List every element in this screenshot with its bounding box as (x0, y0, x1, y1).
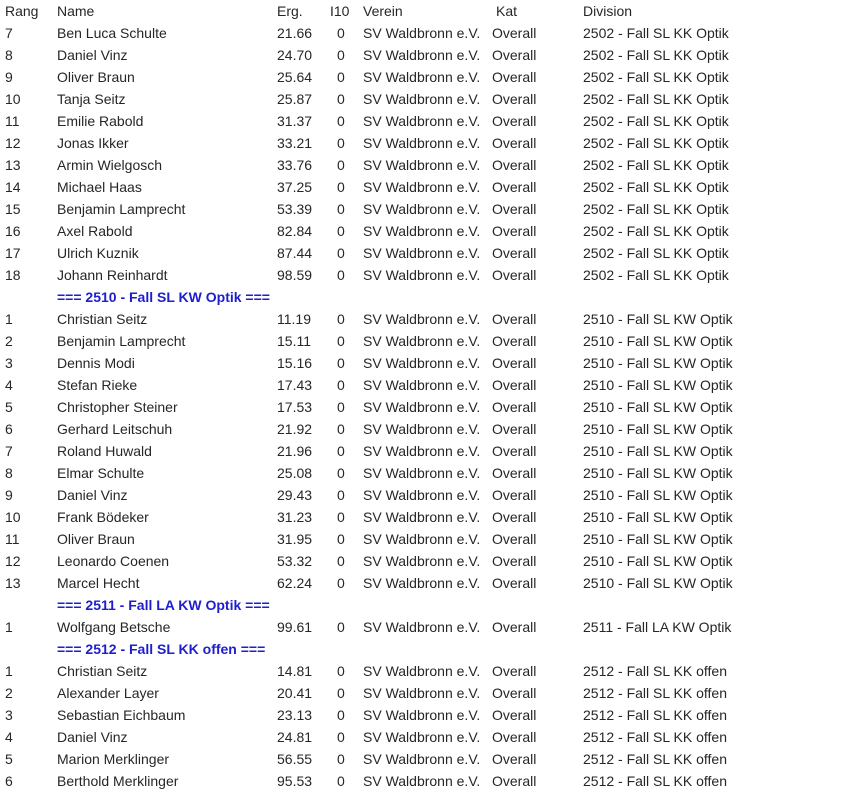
cell-division: 2510 - Fall SL KW Optik (583, 443, 733, 459)
table-row (0, 506, 866, 528)
table-row (0, 616, 866, 638)
cell-result: 98.59 (277, 267, 313, 283)
cell-name: Berthold Merklinger (57, 773, 179, 789)
table-row (0, 440, 866, 462)
cell-verein: SV Waldbronn e.V. (363, 443, 481, 459)
cell-i10: 0 (337, 487, 345, 503)
table-row (0, 220, 866, 242)
cell-kat: Overall (492, 663, 537, 679)
cell-rank: 7 (5, 443, 13, 459)
cell-kat: Overall (492, 333, 537, 349)
cell-rank: 1 (5, 619, 13, 635)
cell-division: 2502 - Fall SL KK Optik (583, 201, 729, 217)
cell-name: Christopher Steiner (57, 399, 178, 415)
table-row (0, 660, 866, 682)
cell-verein: SV Waldbronn e.V. (363, 531, 481, 547)
cell-i10: 0 (337, 91, 345, 107)
cell-name: Daniel Vinz (57, 487, 128, 503)
cell-rank: 17 (5, 245, 21, 261)
cell-i10: 0 (337, 245, 345, 261)
cell-result: 11.19 (277, 311, 311, 327)
cell-name: Stefan Rieke (57, 377, 138, 393)
section-header-label: === 2512 - Fall SL KK offen === (57, 641, 266, 657)
cell-i10: 0 (337, 465, 345, 481)
cell-kat: Overall (492, 311, 537, 327)
cell-name: Emilie Rabold (57, 113, 144, 129)
cell-verein: SV Waldbronn e.V. (363, 377, 481, 393)
cell-rank: 2 (5, 685, 13, 701)
cell-kat: Overall (492, 509, 537, 525)
cell-rank: 18 (5, 267, 21, 283)
cell-division: 2502 - Fall SL KK Optik (583, 91, 729, 107)
cell-result: 99.61 (277, 619, 313, 635)
cell-verein: SV Waldbronn e.V. (363, 773, 481, 789)
column-header-verein: Verein (363, 3, 403, 19)
cell-name: Marion Merklinger (57, 751, 170, 767)
cell-verein: SV Waldbronn e.V. (363, 267, 481, 283)
cell-result: 62.24 (277, 575, 313, 591)
cell-kat: Overall (492, 707, 537, 723)
section-rank-spacer (5, 594, 57, 616)
cell-verein: SV Waldbronn e.V. (363, 223, 481, 239)
cell-name: Johann Reinhardt (57, 267, 168, 283)
cell-rank: 13 (5, 575, 21, 591)
cell-i10: 0 (337, 663, 345, 679)
cell-name: Axel Rabold (57, 223, 133, 239)
cell-rank: 4 (5, 377, 13, 393)
cell-i10: 0 (337, 135, 345, 151)
cell-division: 2510 - Fall SL KW Optik (583, 355, 733, 371)
cell-i10: 0 (337, 25, 345, 41)
cell-verein: SV Waldbronn e.V. (363, 575, 481, 591)
cell-kat: Overall (492, 47, 537, 63)
cell-i10: 0 (337, 157, 345, 173)
column-header-rank: Rang (5, 3, 39, 19)
section-header-row (0, 594, 866, 616)
cell-division: 2502 - Fall SL KK Optik (583, 113, 729, 129)
section-header-row (0, 638, 866, 660)
cell-division: 2502 - Fall SL KK Optik (583, 267, 729, 283)
cell-rank: 6 (5, 421, 13, 437)
cell-division: 2510 - Fall SL KW Optik (583, 553, 733, 569)
cell-rank: 2 (5, 333, 13, 349)
cell-kat: Overall (492, 157, 537, 173)
cell-result: 56.55 (277, 751, 313, 767)
table-row (0, 572, 866, 594)
cell-name: Benjamin Lamprecht (57, 201, 186, 217)
cell-division: 2510 - Fall SL KW Optik (583, 311, 733, 327)
section-rank-spacer (5, 286, 57, 308)
cell-division: 2512 - Fall SL KK offen (583, 751, 727, 767)
cell-result: 17.43 (277, 377, 313, 393)
cell-i10: 0 (337, 553, 345, 569)
cell-division: 2510 - Fall SL KW Optik (583, 509, 733, 525)
cell-i10: 0 (337, 399, 345, 415)
cell-result: 82.84 (277, 223, 313, 239)
cell-i10: 0 (337, 707, 345, 723)
cell-rank: 4 (5, 729, 13, 745)
cell-name: Ulrich Kuznik (57, 245, 139, 261)
cell-result: 15.16 (277, 355, 313, 371)
table-row (0, 418, 866, 440)
cell-result: 29.43 (277, 487, 313, 503)
cell-kat: Overall (492, 25, 537, 41)
cell-kat: Overall (492, 487, 537, 503)
cell-verein: SV Waldbronn e.V. (363, 157, 481, 173)
cell-i10: 0 (337, 113, 345, 129)
cell-rank: 10 (5, 509, 21, 525)
cell-kat: Overall (492, 267, 537, 283)
cell-result: 31.95 (277, 531, 313, 547)
cell-kat: Overall (492, 751, 537, 767)
cell-verein: SV Waldbronn e.V. (363, 729, 481, 745)
cell-result: 24.70 (277, 47, 313, 63)
cell-result: 15.11 (277, 333, 311, 349)
table-row (0, 132, 866, 154)
cell-name: Benjamin Lamprecht (57, 333, 186, 349)
cell-kat: Overall (492, 729, 537, 745)
cell-verein: SV Waldbronn e.V. (363, 509, 481, 525)
cell-rank: 11 (5, 113, 20, 129)
cell-i10: 0 (337, 575, 345, 591)
table-row (0, 110, 866, 132)
cell-verein: SV Waldbronn e.V. (363, 399, 481, 415)
cell-name: Armin Wielgosch (57, 157, 163, 173)
cell-name: Alexander Layer (57, 685, 159, 701)
cell-verein: SV Waldbronn e.V. (363, 707, 481, 723)
cell-kat: Overall (492, 619, 537, 635)
cell-result: 25.87 (277, 91, 313, 107)
cell-rank: 7 (5, 25, 13, 41)
cell-verein: SV Waldbronn e.V. (363, 91, 481, 107)
cell-i10: 0 (337, 619, 345, 635)
table-row (0, 88, 866, 110)
cell-result: 20.41 (277, 685, 313, 701)
cell-i10: 0 (337, 773, 345, 789)
cell-result: 33.76 (277, 157, 313, 173)
table-row (0, 154, 866, 176)
cell-result: 31.23 (277, 509, 313, 525)
cell-name: Michael Haas (57, 179, 142, 195)
cell-i10: 0 (337, 333, 345, 349)
cell-kat: Overall (492, 69, 537, 85)
cell-rank: 10 (5, 91, 21, 107)
cell-rank: 14 (5, 179, 21, 195)
table-header-row (0, 0, 866, 22)
cell-i10: 0 (337, 421, 345, 437)
cell-result: 21.66 (277, 25, 313, 41)
cell-result: 53.39 (277, 201, 313, 217)
cell-verein: SV Waldbronn e.V. (363, 179, 481, 195)
table-row (0, 44, 866, 66)
cell-result: 95.53 (277, 773, 313, 789)
table-body (0, 22, 866, 792)
cell-name: Tanja Seitz (57, 91, 126, 107)
column-header-kat: Kat (496, 3, 518, 19)
cell-i10: 0 (337, 223, 345, 239)
table-row (0, 242, 866, 264)
cell-verein: SV Waldbronn e.V. (363, 201, 481, 217)
cell-result: 23.13 (277, 707, 313, 723)
cell-verein: SV Waldbronn e.V. (363, 619, 481, 635)
cell-rank: 12 (5, 135, 21, 151)
cell-name: Marcel Hecht (57, 575, 140, 591)
table-row (0, 396, 866, 418)
section-rank-spacer (5, 638, 57, 660)
table-row (0, 528, 866, 550)
cell-i10: 0 (337, 729, 345, 745)
cell-kat: Overall (492, 201, 537, 217)
cell-kat: Overall (492, 685, 537, 701)
cell-rank: 6 (5, 773, 13, 789)
section-header-label: === 2510 - Fall SL KW Optik === (57, 289, 270, 305)
table-row (0, 770, 866, 792)
cell-i10: 0 (337, 377, 345, 393)
cell-kat: Overall (492, 113, 537, 129)
cell-kat: Overall (492, 91, 537, 107)
cell-verein: SV Waldbronn e.V. (363, 47, 481, 63)
cell-verein: SV Waldbronn e.V. (363, 465, 481, 481)
cell-i10: 0 (337, 355, 345, 371)
cell-result: 21.92 (277, 421, 313, 437)
cell-i10: 0 (337, 201, 345, 217)
cell-division: 2511 - Fall LA KW Optik (583, 619, 732, 635)
cell-division: 2502 - Fall SL KK Optik (583, 135, 729, 151)
cell-i10: 0 (337, 47, 345, 63)
cell-rank: 13 (5, 157, 21, 173)
cell-verein: SV Waldbronn e.V. (363, 135, 481, 151)
cell-division: 2510 - Fall SL KW Optik (583, 333, 733, 349)
cell-verein: SV Waldbronn e.V. (363, 553, 481, 569)
cell-rank: 8 (5, 47, 13, 63)
cell-division: 2512 - Fall SL KK offen (583, 729, 727, 745)
cell-name: Daniel Vinz (57, 729, 128, 745)
cell-result: 33.21 (277, 135, 313, 151)
column-header-i10: I10 (330, 3, 350, 19)
cell-name: Ben Luca Schulte (57, 25, 167, 41)
cell-division: 2512 - Fall SL KK offen (583, 685, 727, 701)
cell-i10: 0 (337, 443, 345, 459)
cell-kat: Overall (492, 355, 537, 371)
cell-division: 2512 - Fall SL KK offen (583, 773, 727, 789)
cell-kat: Overall (492, 465, 537, 481)
cell-division: 2502 - Fall SL KK Optik (583, 25, 729, 41)
cell-division: 2510 - Fall SL KW Optik (583, 421, 733, 437)
cell-result: 31.37 (277, 113, 313, 129)
cell-name: Roland Huwald (57, 443, 152, 459)
table-row (0, 352, 866, 374)
cell-name: Wolfgang Betsche (57, 619, 171, 635)
cell-division: 2502 - Fall SL KK Optik (583, 223, 729, 239)
cell-division: 2510 - Fall SL KW Optik (583, 465, 733, 481)
cell-verein: SV Waldbronn e.V. (363, 685, 481, 701)
table-row (0, 22, 866, 44)
cell-rank: 11 (5, 531, 20, 547)
cell-verein: SV Waldbronn e.V. (363, 355, 481, 371)
cell-verein: SV Waldbronn e.V. (363, 333, 481, 349)
cell-rank: 5 (5, 399, 13, 415)
table-row (0, 484, 866, 506)
cell-name: Elmar Schulte (57, 465, 145, 481)
cell-rank: 3 (5, 355, 13, 371)
cell-verein: SV Waldbronn e.V. (363, 487, 481, 503)
cell-rank: 9 (5, 69, 13, 85)
cell-division: 2512 - Fall SL KK offen (583, 663, 727, 679)
cell-kat: Overall (492, 399, 537, 415)
table-row (0, 550, 866, 572)
cell-division: 2512 - Fall SL KK offen (583, 707, 727, 723)
cell-rank: 3 (5, 707, 13, 723)
table-row (0, 462, 866, 484)
cell-name: Oliver Braun (57, 531, 135, 547)
cell-name: Sebastian Eichbaum (57, 707, 186, 723)
cell-rank: 16 (5, 223, 21, 239)
cell-kat: Overall (492, 179, 537, 195)
cell-rank: 1 (5, 311, 13, 327)
cell-result: 17.53 (277, 399, 313, 415)
cell-verein: SV Waldbronn e.V. (363, 421, 481, 437)
cell-division: 2510 - Fall SL KW Optik (583, 575, 733, 591)
cell-division: 2502 - Fall SL KK Optik (583, 157, 729, 173)
cell-kat: Overall (492, 773, 537, 789)
table-row (0, 726, 866, 748)
column-header-division: Division (583, 3, 633, 19)
table-row (0, 176, 866, 198)
cell-kat: Overall (492, 575, 537, 591)
cell-division: 2502 - Fall SL KK Optik (583, 179, 729, 195)
cell-division: 2502 - Fall SL KK Optik (583, 245, 729, 261)
table-row (0, 748, 866, 770)
table-row (0, 682, 866, 704)
cell-name: Leonardo Coenen (57, 553, 170, 569)
cell-rank: 15 (5, 201, 21, 217)
cell-result: 87.44 (277, 245, 313, 261)
cell-division: 2510 - Fall SL KW Optik (583, 377, 733, 393)
cell-verein: SV Waldbronn e.V. (363, 25, 481, 41)
cell-result: 14.81 (277, 663, 313, 679)
cell-kat: Overall (492, 245, 537, 261)
cell-kat: Overall (492, 135, 537, 151)
cell-name: Dennis Modi (57, 355, 135, 371)
cell-i10: 0 (337, 509, 345, 525)
cell-name: Frank Bödeker (57, 509, 149, 525)
cell-name: Gerhard Leitschuh (57, 421, 173, 437)
cell-kat: Overall (492, 223, 537, 239)
column-header-result: Erg. (277, 3, 303, 19)
cell-division: 2510 - Fall SL KW Optik (583, 531, 733, 547)
cell-kat: Overall (492, 421, 537, 437)
cell-name: Christian Seitz (57, 311, 148, 327)
cell-rank: 9 (5, 487, 13, 503)
cell-division: 2502 - Fall SL KK Optik (583, 69, 729, 85)
cell-i10: 0 (337, 267, 345, 283)
section-header-label: === 2511 - Fall LA KW Optik === (57, 597, 270, 613)
cell-verein: SV Waldbronn e.V. (363, 69, 481, 85)
cell-name: Oliver Braun (57, 69, 135, 85)
table-row (0, 374, 866, 396)
cell-division: 2510 - Fall SL KW Optik (583, 399, 733, 415)
cell-i10: 0 (337, 685, 345, 701)
cell-name: Christian Seitz (57, 663, 148, 679)
section-header-row (0, 286, 866, 308)
table-row (0, 66, 866, 88)
cell-i10: 0 (337, 311, 345, 327)
cell-verein: SV Waldbronn e.V. (363, 113, 481, 129)
cell-rank: 8 (5, 465, 13, 481)
cell-verein: SV Waldbronn e.V. (363, 245, 481, 261)
cell-division: 2510 - Fall SL KW Optik (583, 487, 733, 503)
cell-division: 2502 - Fall SL KK Optik (583, 47, 729, 63)
cell-i10: 0 (337, 69, 345, 85)
cell-result: 25.64 (277, 69, 313, 85)
cell-kat: Overall (492, 531, 537, 547)
cell-verein: SV Waldbronn e.V. (363, 751, 481, 767)
table-row (0, 264, 866, 286)
cell-kat: Overall (492, 553, 537, 569)
cell-verein: SV Waldbronn e.V. (363, 311, 481, 327)
cell-result: 21.96 (277, 443, 313, 459)
cell-kat: Overall (492, 377, 537, 393)
column-header-name: Name (57, 3, 95, 19)
table-row (0, 330, 866, 352)
cell-name: Jonas Ikker (57, 135, 129, 151)
cell-rank: 5 (5, 751, 13, 767)
cell-result: 24.81 (277, 729, 313, 745)
cell-result: 37.25 (277, 179, 313, 195)
cell-rank: 1 (5, 663, 13, 679)
cell-verein: SV Waldbronn e.V. (363, 663, 481, 679)
table-row (0, 308, 866, 330)
cell-i10: 0 (337, 751, 345, 767)
table-row (0, 198, 866, 220)
cell-result: 25.08 (277, 465, 313, 481)
cell-name: Daniel Vinz (57, 47, 128, 63)
cell-rank: 12 (5, 553, 21, 569)
cell-kat: Overall (492, 443, 537, 459)
table-row (0, 704, 866, 726)
cell-i10: 0 (337, 179, 345, 195)
cell-i10: 0 (337, 531, 345, 547)
cell-result: 53.32 (277, 553, 313, 569)
